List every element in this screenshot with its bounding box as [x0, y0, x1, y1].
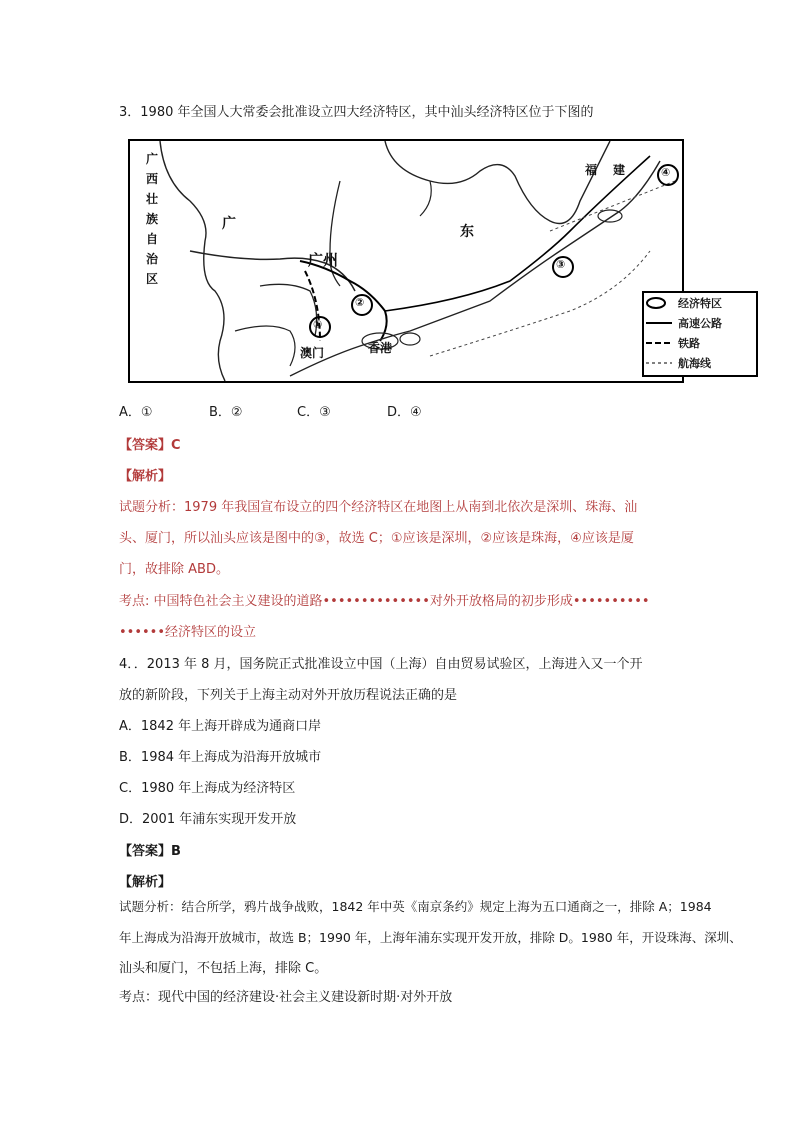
legend-sez: 经济特区	[644, 295, 722, 311]
q3-analysis-line-3: 门，故排除 ABD。	[119, 562, 229, 577]
q4-option-d[interactable]: D．2001 年浦东实现开发开放	[119, 812, 297, 827]
q4-analysis-line-2: 年上海成为沿海开放城市，故选 B；1990 年，上海年浦东实现开发开放，排除 D。1980 年，开设珠海、深圳、	[119, 930, 742, 945]
q4-analysis-label: 【解析】	[119, 875, 172, 890]
marker-label-4: ④	[661, 166, 671, 179]
q4-answer: 【答案】B	[119, 844, 181, 859]
q3-analysis-label: 【解析】	[119, 469, 172, 484]
hongkong-label: 香港	[368, 341, 393, 355]
q3-option-a[interactable]: A．①	[119, 405, 153, 420]
guangxi-label: 广 西 壮 族 自 治 区	[146, 152, 159, 286]
q3-option-d[interactable]: D．④	[387, 405, 422, 420]
dashed-line-icon	[644, 357, 674, 369]
rail-line-icon	[644, 337, 674, 349]
legend-sea-route: 航海线	[644, 355, 711, 371]
q3-analysis-line-1: 试题分析：1979 年我国宣布设立的四个经济特区在地图上从南到北依次是深圳、珠海、汕	[119, 500, 638, 515]
marker-label-1: ①	[313, 318, 323, 331]
q3-option-c[interactable]: C．③	[297, 405, 331, 420]
pearl-river-delta-map	[128, 139, 684, 383]
q3-stem: 3．1980 年全国人大常委会批准设立四大经济特区，其中汕头经济特区位于下图的	[119, 105, 594, 120]
legend-railway: 铁路	[644, 335, 700, 351]
q3-kaodian-line-1: 考点: 中国特色社会主义建设的道路••••••••••••••对外开放格局的初步形成••••••••••	[119, 594, 650, 609]
legend-rows	[642, 291, 752, 375]
q4-analysis-line-1: 试题分析：结合所学，鸦片战争战败，1842 年中英《南京条约》规定上海为五口通商之一，排除 A；1984	[119, 899, 712, 914]
circle-icon	[644, 297, 674, 309]
legend-highway: 高速公路	[644, 315, 722, 331]
fujian-label: 福建	[585, 163, 642, 177]
guangzhou-label: 广州	[308, 251, 339, 269]
guangdong-label-dong: 东	[460, 224, 474, 240]
q4-option-b[interactable]: B．1984 年上海成为沿海开放城市	[119, 750, 322, 765]
macau-label: 澳门	[300, 346, 325, 360]
q3-analysis-line-2: 头、厦门，所以汕头应该是图中的③，故选 C；①应该是深圳，②应该是珠海，④应该是厦	[119, 531, 634, 546]
q4-option-c[interactable]: C．1980 年上海成为经济特区	[119, 781, 296, 796]
q4-stem-line-1: 4．．2013 年 8 月，国务院正式批准设立中国（上海）自由贸易试验区，上海进入又一个开	[119, 657, 643, 672]
q3-answer: 【答案】C	[119, 438, 181, 453]
q4-stem-line-2: 放的新阶段，下列关于上海主动对外开放历程说法正确的是	[119, 688, 458, 703]
q4-kaodian: 考点：现代中国的经济建设·社会主义建设新时期·对外开放	[119, 990, 453, 1005]
q4-option-a[interactable]: A．1842 年上海开辟成为通商口岸	[119, 719, 322, 734]
marker-label-3: ③	[556, 258, 566, 271]
solid-line-icon	[644, 317, 674, 329]
q3-kaodian-line-2: ••••••经济特区的设立	[119, 625, 257, 640]
q4-analysis-line-3: 汕头和厦门，不包括上海，排除 C。	[119, 961, 328, 976]
guangdong-label-guang: 广	[222, 216, 236, 232]
q3-option-b[interactable]: B．②	[209, 405, 243, 420]
q3-options	[119, 404, 422, 422]
marker-label-2: ②	[355, 296, 365, 309]
